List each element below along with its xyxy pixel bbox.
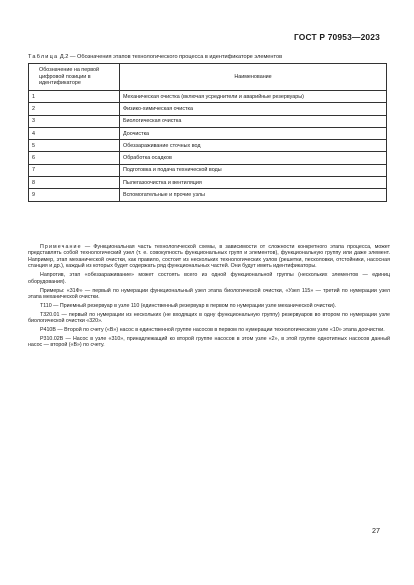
notes-section — [28, 244, 390, 351]
row-code: 2 — [29, 103, 120, 115]
row-code: 1 — [29, 91, 120, 103]
page-number: 27 — [372, 526, 380, 535]
row-name: Подготовка и подача технической воды — [120, 164, 387, 176]
standard-code-header: ГОСТ Р 70953—2023 — [293, 32, 380, 42]
row-code: 5 — [29, 140, 120, 152]
row-name: Обработка осадков — [120, 152, 387, 164]
table-row — [29, 127, 387, 139]
body-paragraph: Т320.01 — первый по нумерации из нескольких (не входящих в одну функциональную группу) резервуаров во втором по нумерации узле биологической очистки «320». — [28, 311, 390, 325]
row-name: Обеззараживание сточных вод — [120, 140, 387, 152]
body-paragraph: Р410В — Второй по счету («В») насос в единственной группе насосов в первом по нумерации технологическом узле «10» этапа доочистки. — [40, 327, 385, 334]
body-paragraph: Примеры: «31Ф» — первый по нумерации функциональный узел этапа биологической очистки, «Узел 115» — третий по нумерации узел этапа механической очистки. — [28, 287, 390, 300]
row-code: 8 — [29, 177, 120, 189]
row-name: Механическая очистка (включая усреднители и аварийные резервуары) — [120, 91, 387, 103]
column-header-code: Обозначение на первой цифровой позиции в идентификаторе — [29, 64, 120, 91]
table-caption-text: Д.2 — Обозначения этапов технологического процесса в идентификаторе элементов — [58, 54, 283, 60]
row-name: Вспомогательные и прочие узлы — [120, 189, 387, 201]
note-text: — Функциональная часть технологической схемы, в зависимости от сложности конкретного этапа процесса, может представлять собой технологический узел (т. е. совокупность функциональных групп и элементов), функциональную группу или даже элемент. Например, этап механической очистки, как правило, состоит из нескольких технологических узлов (решетки, песколовки, отстойники, насосная станция и др.), каждый из которых будет содержать ряд функциональных частей. Они будут иметь идентификаторы. — [28, 244, 390, 270]
note-paragraph — [28, 244, 390, 269]
table-row — [29, 152, 387, 164]
row-code: 6 — [29, 152, 120, 164]
row-code: 9 — [29, 189, 120, 201]
row-name: Биологическая очистка — [120, 115, 387, 127]
table-row — [29, 177, 387, 189]
table-row — [29, 140, 387, 152]
row-code: 4 — [29, 127, 120, 139]
row-name: Физико-химическая очистка — [120, 103, 387, 115]
row-name: Пылегазоочистка и вентиляция — [120, 177, 387, 189]
row-code: 7 — [29, 164, 120, 176]
table-row — [29, 91, 387, 103]
table-row — [29, 189, 387, 201]
table-row — [29, 164, 387, 176]
table-caption — [28, 54, 398, 60]
table-header-row — [29, 64, 387, 91]
table-caption-label: Таблица — [28, 54, 59, 60]
body-paragraph: Т110 — Приемный резервуар в узле 110 (единственный резервуар в первом по нумерации узле механической очистки). — [40, 302, 337, 309]
note-label: Примечание — [40, 244, 82, 250]
table-row — [29, 103, 387, 115]
stage-codes-table — [28, 63, 387, 202]
body-paragraph: Р310.02В — Насос в узле «310», принадлежащий ко второй группе насосов в этом узле «2», в этой группе однотипных насосов данный насос — второй («В») по счету. — [28, 336, 390, 349]
table-row — [29, 115, 387, 127]
body-paragraph: Напротив, этап «обеззараживание» может состоять всего из одной функциональной группы (нескольких элементов — единиц оборудования). — [28, 272, 390, 285]
column-header-name: Наименование — [120, 64, 387, 91]
row-code: 3 — [29, 115, 120, 127]
row-name: Доочистка — [120, 127, 387, 139]
